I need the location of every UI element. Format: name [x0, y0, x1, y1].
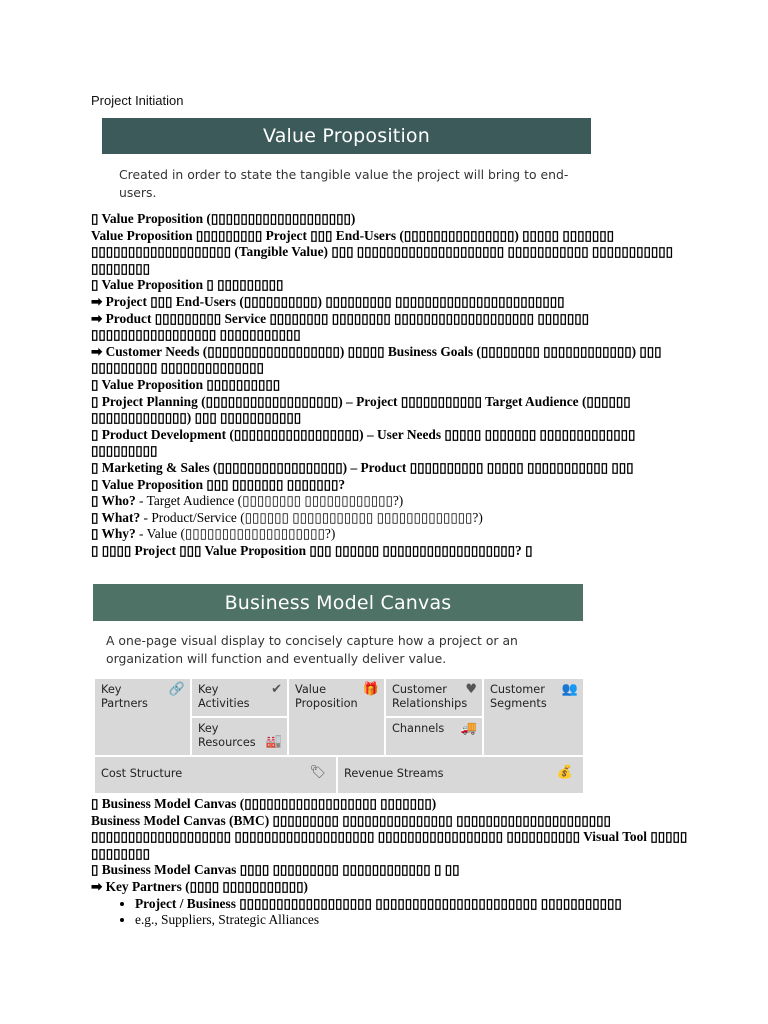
value-proposition-slide — [102, 118, 591, 204]
slide-subtitle: Created in order to state the tangible value the project will bring to end-users. — [119, 167, 569, 200]
heading: ▯ Value Proposition ▯▯▯ ▯▯▯▯▯▯▯ ▯▯▯▯▯▯▯? — [91, 476, 346, 492]
heading: ▯ Value Proposition (▯▯▯▯▯▯▯▯▯▯▯▯▯▯▯▯▯▯▯) — [91, 211, 356, 226]
cell-key-activities: Key Activities ✔ — [192, 679, 287, 716]
paragraph: Business Model Canvas (BMC) ▯▯▯▯▯▯▯▯▯ ▯▯▯▯▯▯▯▯▯▯▯▯▯▯▯ ▯▯▯▯▯▯▯▯▯▯▯▯▯▯▯▯▯▯▯▯▯ ▯▯▯▯▯▯▯▯▯▯▯▯▯▯▯▯▯▯▯ ▯▯▯▯▯▯▯▯▯▯▯▯▯▯▯▯▯▯▯ ▯▯▯▯▯▯▯▯▯▯▯▯▯▯▯▯▯ ▯▯▯▯▯▯▯▯▯▯ Visual Tool ▯▯▯▯▯ ▯▯▯▯▯▯▯▯ — [91, 812, 688, 861]
list-item: ▯ Marketing & Sales (▯▯▯▯▯▯▯▯▯▯▯▯▯▯▯▯▯) – Product ▯▯▯▯▯▯▯▯▯▯ ▯▯▯▯▯ ▯▯▯▯▯▯▯▯▯▯▯ ▯▯▯ — [91, 459, 634, 475]
arrow-item: ➡ Project ▯▯▯ End-Users (▯▯▯▯▯▯▯▯▯▯) ▯▯▯▯▯▯▯▯▯ ▯▯▯▯▯▯▯▯▯▯▯▯▯▯▯▯▯▯▯▯▯▯▯ — [91, 293, 565, 309]
heading: ▯ Value Proposition ▯ ▯▯▯▯▯▯▯▯▯ — [91, 277, 284, 293]
truck-icon: 🚚 — [460, 721, 477, 736]
question-why: ▯ Why? - Value (▯▯▯▯▯▯▯▯▯▯▯▯▯▯▯▯▯▯▯?) — [91, 526, 336, 542]
closing-question: ▯ ▯▯▯▯ Project ▯▯▯ Value Proposition ▯▯▯ ▯▯▯▯▯▯ ▯▯▯▯▯▯▯▯▯▯▯▯▯▯▯▯▯▯? ▯ — [91, 542, 533, 558]
paragraph: Value Proposition ▯▯▯▯▯▯▯▯▯ Project ▯▯▯ End-Users (▯▯▯▯▯▯▯▯▯▯▯▯▯▯▯) ▯▯▯▯▯ ▯▯▯▯▯▯▯ ▯▯▯▯▯▯▯▯▯▯▯▯▯▯▯▯▯▯▯ (Tangible Value) ▯▯▯ ▯▯▯▯▯▯▯▯▯▯▯▯▯▯▯▯▯▯▯▯ ▯▯▯▯▯▯▯▯▯▯▯ ▯▯▯▯▯▯▯▯▯▯▯ ▯▯▯▯▯▯▯▯ — [91, 227, 673, 276]
tag-icon: 🏷 — [309, 765, 326, 780]
list-item: • Project / Business ▯▯▯▯▯▯▯▯▯▯▯▯▯▯▯▯▯▯ ▯▯▯▯▯▯▯▯▯▯▯▯▯▯▯▯▯▯▯▯▯▯ ▯▯▯▯▯▯▯▯▯▯▯ — [135, 896, 691, 913]
check-circle-icon: ✔ — [271, 682, 282, 697]
link-icon: 🔗 — [168, 682, 185, 697]
bullet-list — [91, 896, 691, 929]
slide-title: Business Model Canvas — [93, 584, 583, 621]
gift-icon: 🎁 — [362, 682, 379, 697]
cell-key-partners: Key Partners 🔗 — [95, 679, 190, 755]
heart-icon: ♥ — [465, 682, 477, 697]
factory-icon: 🏭 — [265, 734, 282, 749]
cell-cost-structure: Cost Structure 🏷 — [95, 757, 336, 793]
cell-customer-segments: Customer Segments 👥 — [484, 679, 583, 755]
cell-value-proposition: Value Proposition 🎁 — [289, 679, 384, 755]
heading: ▯ Business Model Canvas (▯▯▯▯▯▯▯▯▯▯▯▯▯▯▯▯▯▯ ▯▯▯▯▯▯▯) — [91, 796, 437, 811]
arrow-item: ➡ Key Partners (▯▯▯▯ ▯▯▯▯▯▯▯▯▯▯▯) — [91, 878, 308, 894]
cell-key-resources: Key Resources 🏭 — [192, 718, 287, 755]
value-proposition-text — [91, 211, 691, 559]
question-what: ▯ What? - Product/Service (▯▯▯▯▯▯ ▯▯▯▯▯▯▯▯▯▯▯ ▯▯▯▯▯▯▯▯▯▯▯▯▯?) — [91, 509, 483, 525]
arrow-item: ➡ Customer Needs (▯▯▯▯▯▯▯▯▯▯▯▯▯▯▯▯▯▯) ▯▯▯▯▯ Business Goals (▯▯▯▯▯▯▯▯ ▯▯▯▯▯▯▯▯▯▯▯▯) ▯▯▯ ▯▯▯▯▯▯▯▯▯ ▯▯▯▯▯▯▯▯▯▯▯▯▯▯ — [91, 343, 662, 376]
money-bag-icon: 💰 — [556, 765, 573, 780]
business-model-canvas-slide — [93, 584, 583, 792]
arrow-item: ➡ Product ▯▯▯▯▯▯▯▯▯ Service ▯▯▯▯▯▯▯▯ ▯▯▯▯▯▯▯▯ ▯▯▯▯▯▯▯▯▯▯▯▯▯▯▯▯▯▯▯ ▯▯▯▯▯▯▯ ▯▯▯▯▯▯▯▯▯▯▯▯▯▯▯▯▯ ▯▯▯▯▯▯▯▯▯▯▯ — [91, 310, 589, 343]
heading: ▯ Business Model Canvas ▯▯▯▯ ▯▯▯▯▯▯▯▯▯ ▯▯▯▯▯▯▯▯▯▯▯▯ ▯ ▯▯ — [91, 862, 460, 878]
canvas-grid — [95, 679, 583, 793]
cell-channels: Channels 🚚 — [386, 718, 482, 755]
heading: ▯ Value Proposition ▯▯▯▯▯▯▯▯▯▯ — [91, 376, 281, 392]
cell-revenue-streams: Revenue Streams 💰 — [338, 757, 583, 793]
business-model-canvas-text — [91, 796, 691, 929]
list-item: • e.g., Suppliers, Strategic Alliances — [135, 912, 691, 929]
page-header: Project Initiation — [91, 93, 184, 108]
slide-title: Value Proposition — [102, 118, 591, 154]
cell-customer-relationships: Customer Relationships ♥ — [386, 679, 482, 716]
list-item: ▯ Project Planning (▯▯▯▯▯▯▯▯▯▯▯▯▯▯▯▯▯▯) – Project ▯▯▯▯▯▯▯▯▯▯▯ Target Audience (▯▯▯▯▯▯ ▯▯▯▯▯▯▯▯▯▯▯▯▯) ▯▯▯ ▯▯▯▯▯▯▯▯▯▯▯ — [91, 393, 631, 426]
slide-subtitle: A one-page visual display to concisely capture how a project or an organization will function and eventually deliver value. — [106, 633, 518, 666]
question-who: ▯ Who? - Target Audience (▯▯▯▯▯▯▯▯ ▯▯▯▯▯▯▯▯▯▯▯▯?) — [91, 493, 404, 509]
list-item: ▯ Product Development (▯▯▯▯▯▯▯▯▯▯▯▯▯▯▯▯▯) – User Needs ▯▯▯▯▯ ▯▯▯▯▯▯▯ ▯▯▯▯▯▯▯▯▯▯▯▯▯ ▯▯▯▯▯▯▯▯▯ — [91, 426, 636, 459]
users-icon: 👥 — [561, 682, 578, 697]
